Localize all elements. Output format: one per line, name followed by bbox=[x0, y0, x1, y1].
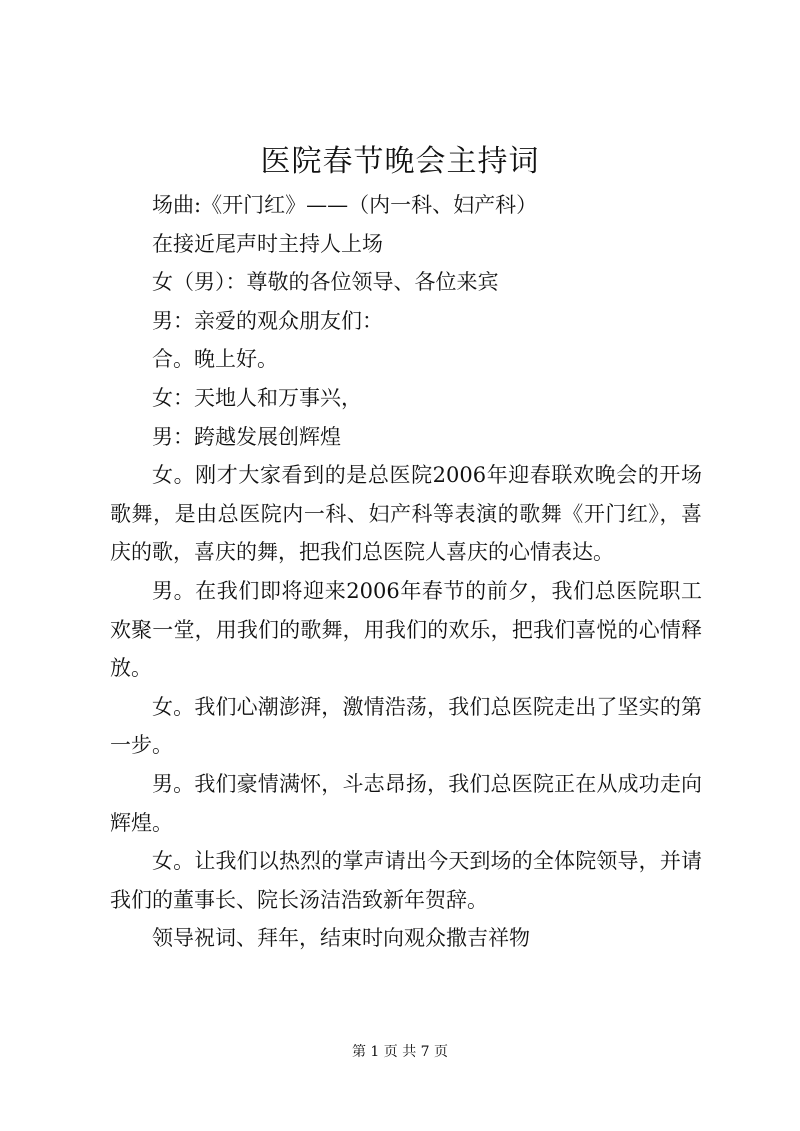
paragraph: 领导祝词、拜年，结束时向观众撒吉祥物 bbox=[152, 926, 530, 951]
paragraph: 女。我们心潮澎湃，激情浩荡，我们总医院走出了坚实的第一步。 bbox=[110, 694, 702, 758]
paragraph: 男：亲爱的观众朋友们： bbox=[152, 308, 383, 333]
paragraph: 在接近尾声时主持人上场 bbox=[152, 231, 383, 256]
document-body bbox=[110, 186, 702, 958]
paragraph: 女（男）：尊敬的各位领导、各位来宾 bbox=[152, 270, 499, 295]
document-title: 医院春节晚会主持词 bbox=[260, 144, 540, 179]
paragraph: 男。在我们即将迎来2006年春节的前夕，我们总医院职工欢聚一堂，用我们的歌舞，用我们的欢乐，把我们喜悦的心情释放。 bbox=[110, 578, 702, 681]
paragraph: 女。让我们以热烈的掌声请出今天到场的全体院领导，并请我们的董事长、院长汤洁浩致新年贺辞。 bbox=[110, 849, 702, 912]
paragraph: 女。刚才大家看到的是总医院2006年迎春联欢晚会的开场歌舞，是由总医院内一科、妇产科等表演的歌舞《开门红》，喜庆的歌，喜庆的舞，把我们总医院人喜庆的心情表达。 bbox=[110, 463, 702, 565]
paragraph: 女：天地人和万事兴， bbox=[152, 385, 362, 410]
paragraph: 合。晚上好。 bbox=[152, 347, 278, 372]
paragraph: 男。我们豪情满怀，斗志昂扬，我们总医院正在从成功走向辉煌。 bbox=[110, 771, 702, 835]
paragraph: 场曲:《开门红》——（内一科、妇产科） bbox=[152, 193, 538, 217]
paragraph: 男：跨越发展创辉煌 bbox=[152, 424, 341, 449]
page-number-footer: 第 1 页 共 7 页 bbox=[351, 1044, 449, 1060]
